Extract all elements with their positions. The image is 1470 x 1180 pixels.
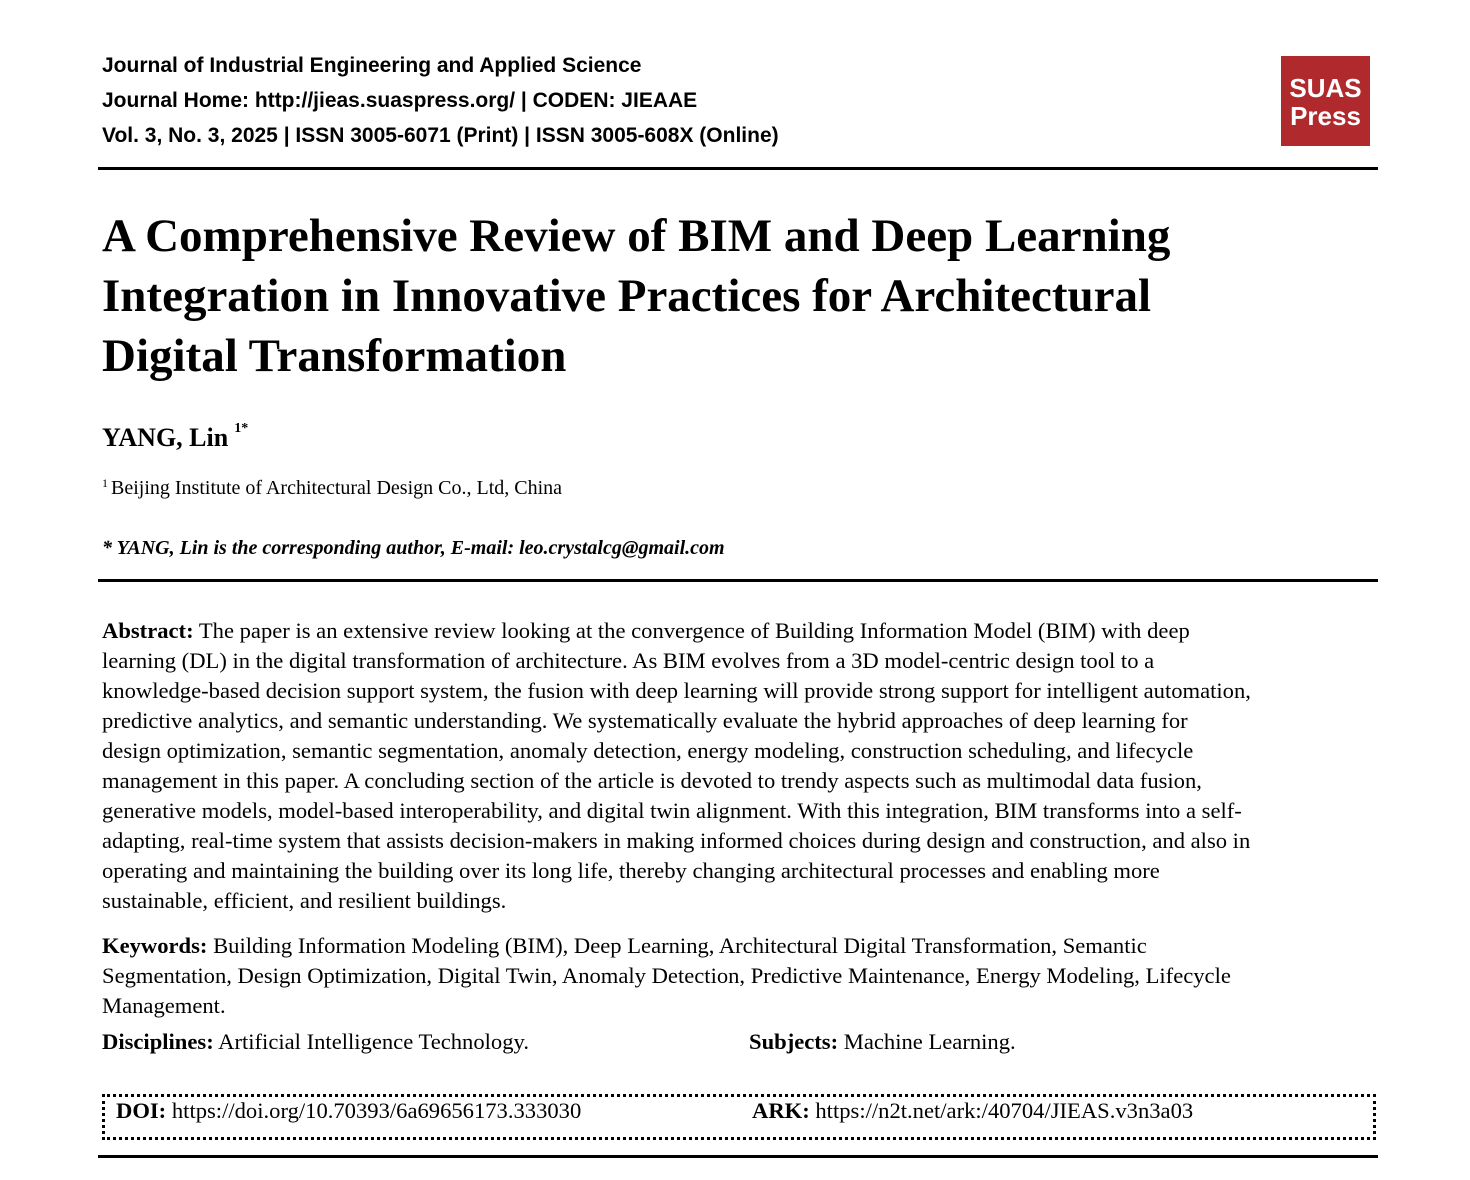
subjects-label: Subjects:: [749, 1029, 839, 1054]
ark: [752, 1098, 1193, 1124]
footer-divider: [98, 1155, 1378, 1158]
author-name: [102, 423, 248, 453]
abstract-line: learning (DL) in the digital transformation of architecture. As BIM evolves from a 3D model-centric design tool to a: [102, 648, 1155, 673]
subjects: [749, 1029, 1016, 1055]
disciplines-value: Artificial Intelligence Technology.: [213, 1029, 529, 1054]
paper-title: [102, 206, 1342, 386]
keywords-line: [102, 931, 1374, 961]
title-line: Digital Transformation: [102, 330, 567, 382]
abstract-label: Abstract:: [102, 618, 194, 643]
abstract-line: generative models, model-based interoperability, and digital twin alignment. With this integration, BIM transforms into a self-: [102, 798, 1242, 823]
disciplines-label: Disciplines:: [102, 1029, 214, 1054]
abstract-divider: [98, 579, 1378, 582]
author-affiliation: [102, 477, 562, 500]
title-line: Integration in Innovative Practices for Architectural: [102, 270, 1152, 322]
journal-volume-issn: Vol. 3, No. 3, 2025 | ISSN 3005-6071 (Print) | ISSN 3005-608X (Online): [102, 124, 779, 147]
title-line: A Comprehensive Review of BIM and Deep Learning: [102, 210, 1171, 262]
author-superscript: 1*: [234, 421, 249, 436]
journal-home: Journal Home: http://jieas.suaspress.org/ | CODEN: JIEAAE: [102, 89, 698, 112]
subjects-value: Machine Learning.: [838, 1029, 1016, 1054]
keywords: [102, 931, 1374, 1021]
abstract-line: management in this paper. A concluding section of the article is devoted to trendy aspects such as multimodal data fusion,: [102, 768, 1202, 793]
keywords-line-text: Building Information Modeling (BIM), Deep Learning, Architectural Digital Transformation, Semantic: [207, 933, 1147, 958]
keywords-label: Keywords:: [102, 933, 208, 958]
doi: [116, 1098, 581, 1124]
affiliation-text: Beijing Institute of Architectural Design Co., Ltd, China: [111, 477, 563, 499]
abstract-line: sustainable, efficient, and resilient buildings.: [102, 888, 507, 913]
header-divider: [98, 167, 1378, 170]
abstract-line: adapting, real-time system that assists decision-makers in making informed choices during design and construction, and also in: [102, 828, 1251, 853]
journal-header: [102, 48, 1102, 153]
keywords-line: Management.: [102, 993, 226, 1018]
journal-name: Journal of Industrial Engineering and Applied Science: [102, 54, 642, 77]
suas-press-logo: [1281, 56, 1370, 146]
ark-label: ARK:: [752, 1098, 810, 1123]
abstract: [102, 616, 1374, 916]
logo-line-2: Press: [1290, 101, 1361, 131]
keywords-line: Segmentation, Design Optimization, Digital Twin, Anomaly Detection, Predictive Maintenance, Energy Modeling, Lifecycle: [102, 963, 1231, 988]
abstract-line: [102, 616, 1374, 646]
abstract-line: predictive analytics, and semantic understanding. We systematically evaluate the hybrid approaches of deep learning for: [102, 708, 1188, 733]
disciplines: [102, 1029, 529, 1055]
doi-link[interactable]: https://doi.org/10.70393/6a69656173.333030: [166, 1098, 582, 1123]
affiliation-superscript: 1: [102, 476, 108, 490]
abstract-line: operating and maintaining the building over its long life, thereby changing architectural processes and enabling more: [102, 858, 1160, 883]
abstract-line-text: The paper is an extensive review looking at the convergence of Building Information Model (BIM) with deep: [193, 618, 1190, 643]
ark-link[interactable]: https://n2t.net/ark:/40704/JIEAS.v3n3a03: [809, 1098, 1194, 1123]
abstract-line: knowledge-based decision support system, the fusion with deep learning will provide strong support for intelligent automation,: [102, 678, 1251, 703]
author-name-text: YANG, Lin: [102, 423, 229, 452]
doi-label: DOI:: [116, 1098, 167, 1123]
logo-line-1: SUAS: [1289, 73, 1362, 103]
corresponding-author: * YANG, Lin is the corresponding author, E-mail: leo.crystalcg@gmail.com: [102, 537, 725, 559]
abstract-line: design optimization, semantic segmentation, anomaly detection, energy modeling, construction scheduling, and lifecycle: [102, 738, 1194, 763]
